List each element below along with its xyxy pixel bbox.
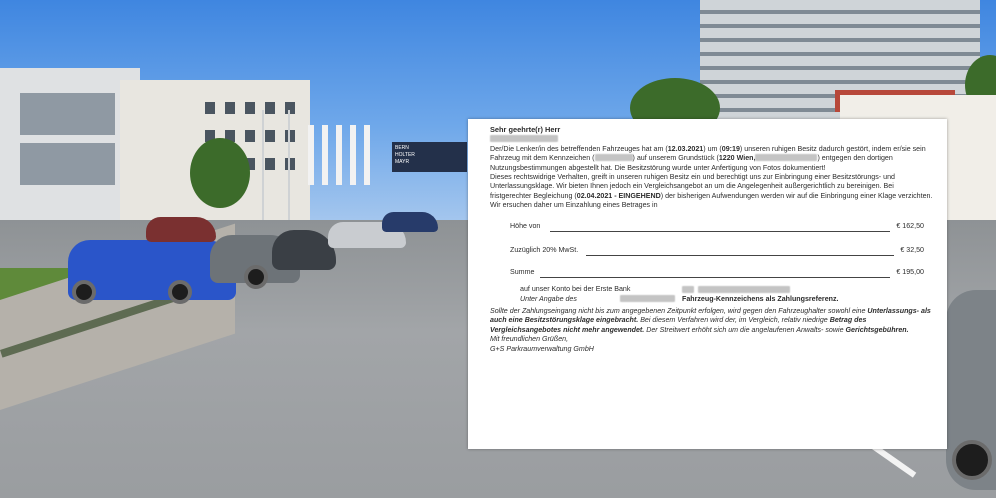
paragraph-settlement-offer: Dieses rechtswidrige Verhalten, greift in unseren ruhigen Besitz ein und berechtigt uns zur Einbringung einer Besitzstörungs- und Unterlassungsklage. Wir bieten Ihnen jedoch ein Vergleichsangebot an um die Angelegenheit außergerichtlich zu bereinigen. Bei fristgerechter Begleichung (02.04.2021 - EINGEHEND) der bisherigen Aufwendungen werden wir auf die Einbringung einer Klage verzichten. Wir ersuchen daher um Einzahlung eines Betrages in — [490, 173, 933, 210]
navy-car — [382, 212, 438, 232]
redacted-iban — [682, 286, 694, 293]
redacted-name — [490, 135, 558, 142]
amount-label: Summe — [510, 268, 535, 277]
amount-value: € 195,00 — [896, 268, 924, 277]
sender-company: G+S Parkraumverwaltung GmbH — [490, 344, 594, 353]
closing-greeting: Mit freundlichen Grüßen, — [490, 335, 569, 344]
reference-label: Unter Angabe des — [520, 294, 577, 303]
redacted-reference — [620, 295, 675, 302]
office-building-left — [0, 68, 140, 233]
bank-account-line: auf unser Konto bei der Erste Bank — [520, 284, 631, 293]
parked-car-right — [946, 290, 996, 490]
incident-location: 1220 Wien, — [718, 154, 756, 163]
amount-value: € 32,50 — [900, 246, 924, 255]
incident-date: 12.03.2021 — [667, 144, 704, 153]
paragraph-warning: Sollte der Zahlungseingang nicht bis zum angegebenen Zeitpunkt erfolgen, wird gegen den Fahrzeughalter sowohl eine Unterlassungs- als auch eine Besitzstörungsklage eingebracht. Bei diesem Verfahren wird der, im Vergleich, relativ niedrige Betrag des Vergleichsangebotes nicht mehr angewendet. Der Streitwert erhöht sich um die angelaufenen Anwalts- sowie Gerichtsgebühren. — [490, 306, 931, 334]
payment-reference: Fahrzeug-Kennzeichens als Zahlungsreferenz. — [682, 294, 839, 303]
payment-deadline: 02.04.2021 - EINGEHEND — [576, 191, 661, 200]
parking-violation-letter — [468, 119, 947, 449]
incident-time: 09:19 — [721, 144, 740, 153]
red-car — [146, 217, 216, 242]
amount-row — [510, 234, 924, 258]
amount-row — [510, 217, 924, 234]
redacted-address — [755, 154, 817, 161]
redacted-iban — [698, 286, 790, 293]
amount-table — [490, 217, 935, 280]
paragraph-incident: Der/Die Lenker/in des betreffenden Fahrzeuges hat am (12.03.2021) um (09:19) unseren ruhigen Besitz dadurch gestört, indem er/sie sein Fahrzeug mit dem Kennzeichen ( ) auf unserem Grundstück (1220 Wien, ) entgegen den dortigen Nutzungsbestimmungen abgestellt hat. Die Besitzstörung wurde unter Anfertigung von Fotos dokumentiert! — [490, 144, 926, 172]
amount-value: € 162,50 — [896, 222, 924, 231]
amount-row — [510, 258, 924, 280]
salutation: Sehr geehrte(r) Herr — [490, 125, 561, 134]
redacted-plate — [595, 154, 633, 161]
bank-details — [520, 285, 935, 307]
amount-label: Höhe von — [510, 222, 541, 231]
tree — [190, 138, 250, 208]
billboard-text: BERN HOLTER MAYR — [395, 145, 415, 165]
billboard — [392, 142, 467, 172]
amount-label: Zuzüglich 20% MwSt. — [510, 246, 579, 255]
